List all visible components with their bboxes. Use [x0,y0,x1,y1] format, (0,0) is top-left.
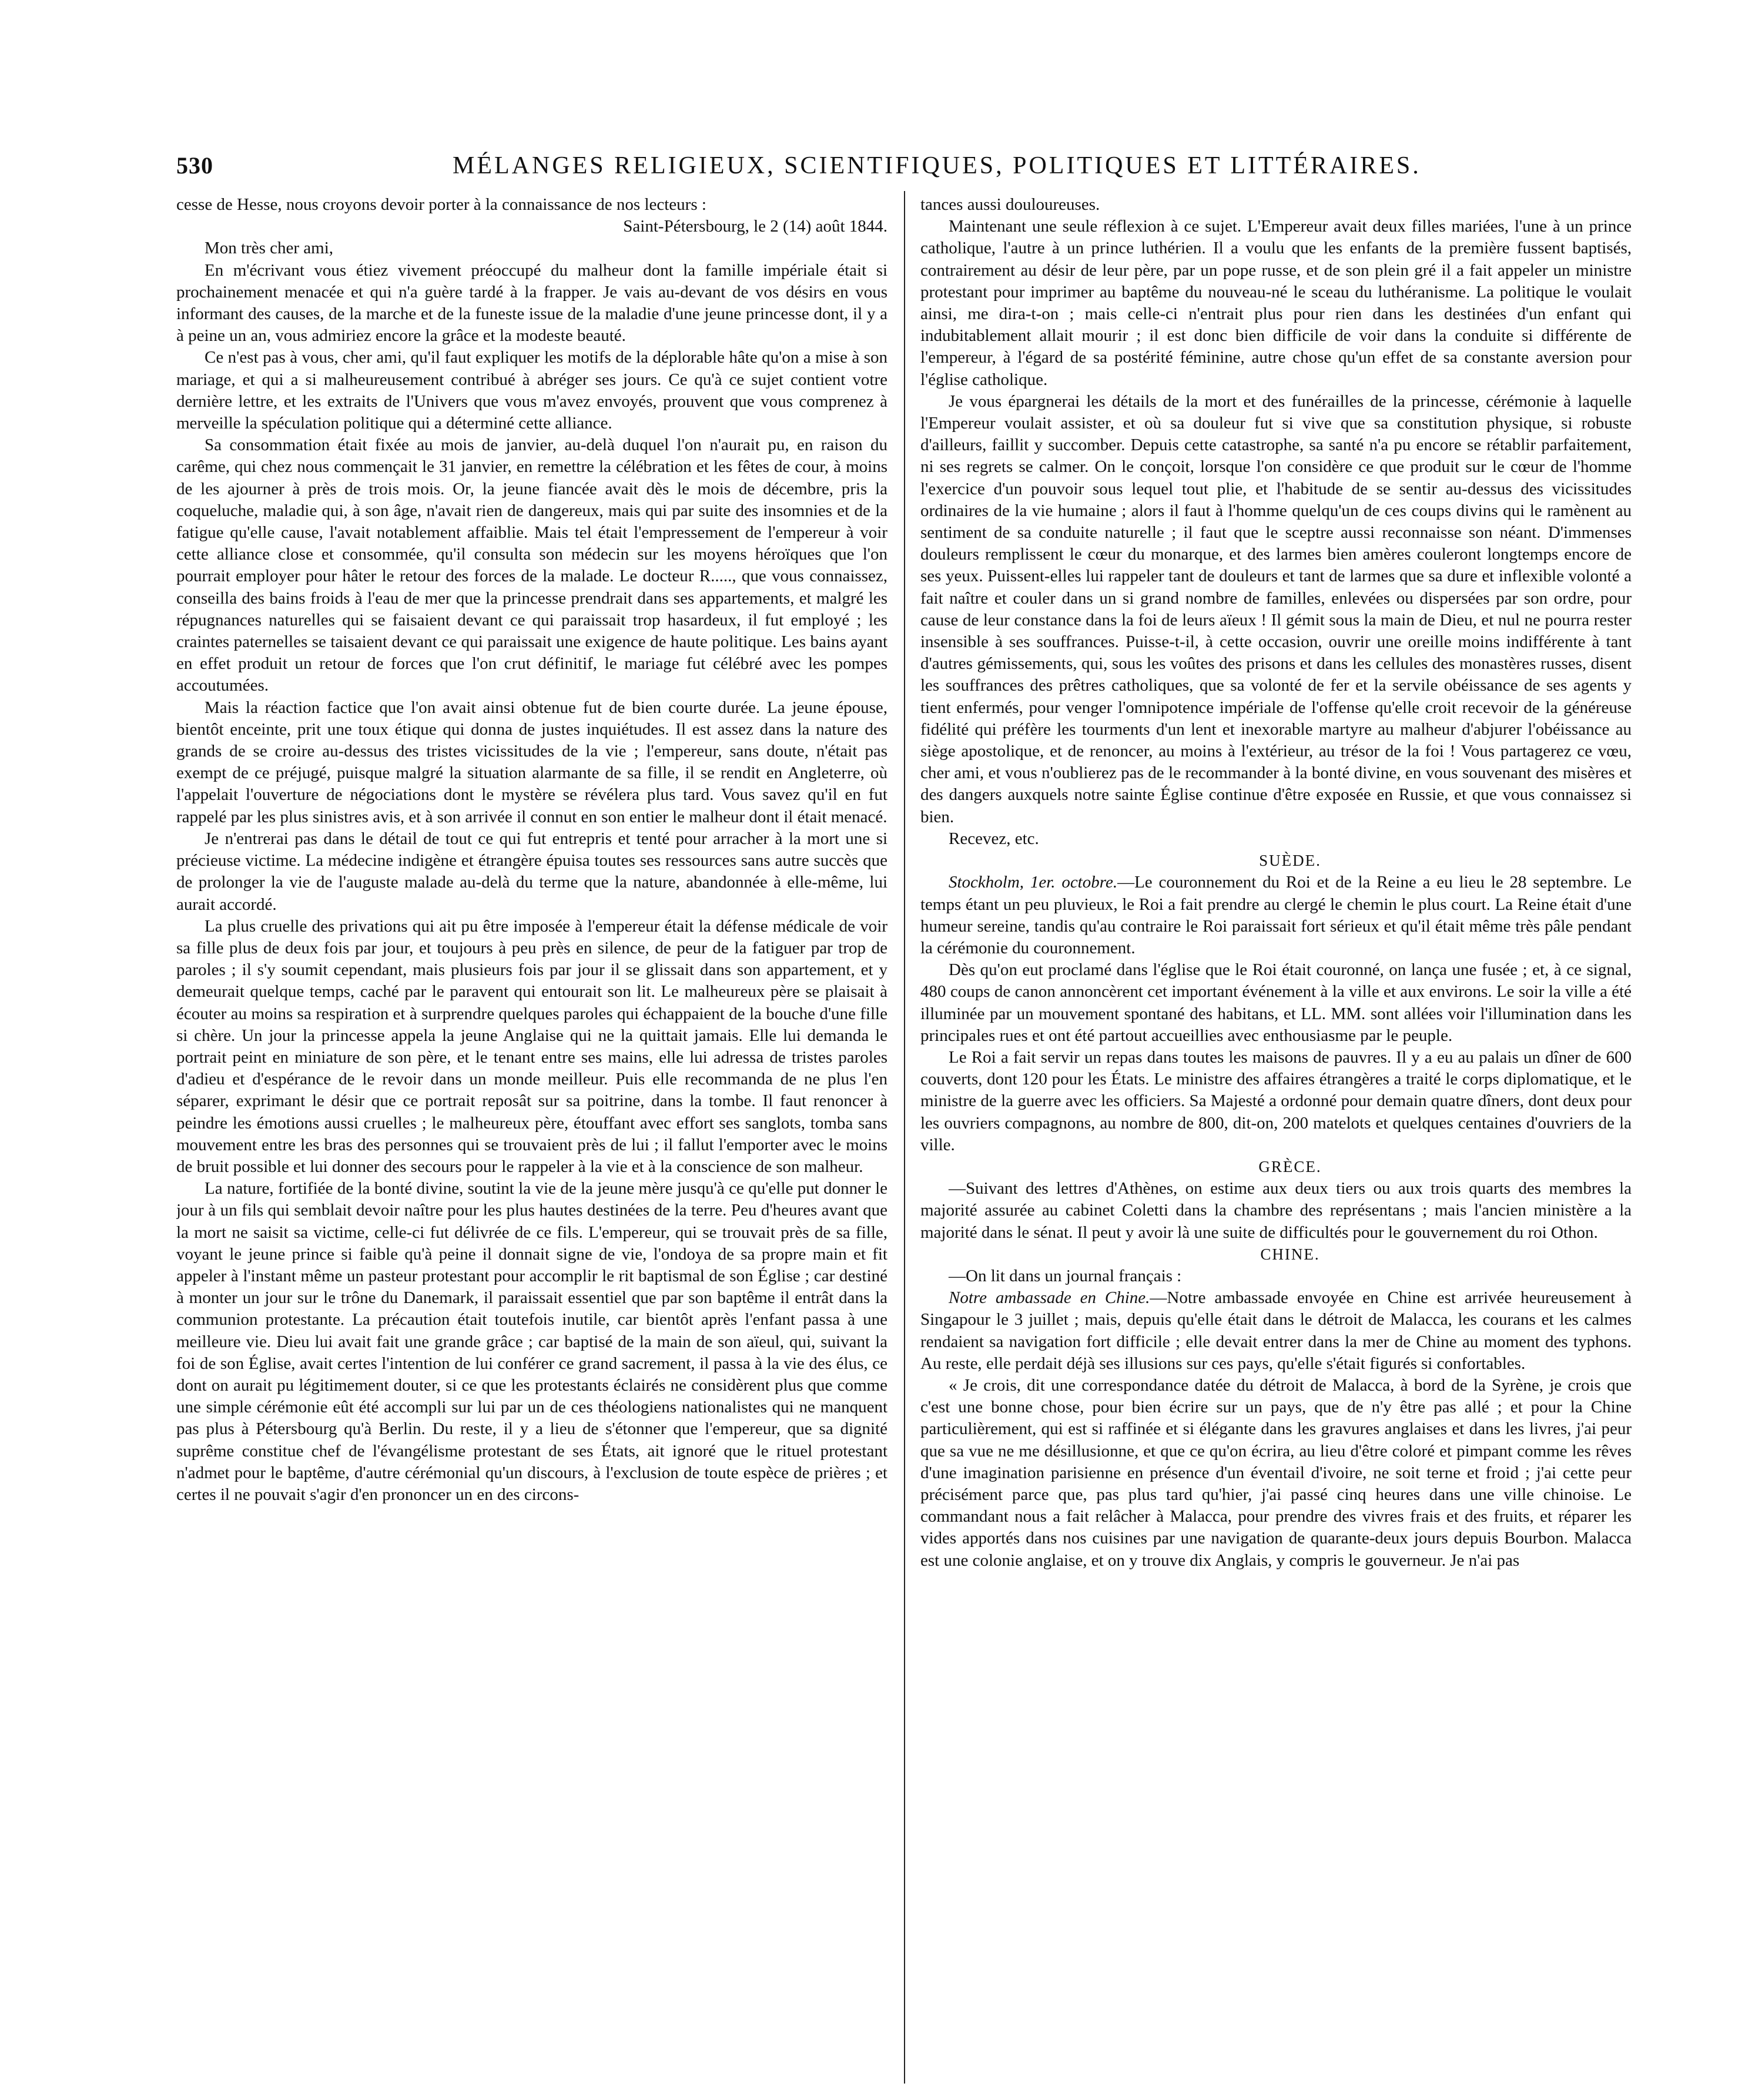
letter-salutation: Mon très cher ami, [205,239,334,258]
section-heading-suede: SUÈDE. [1259,852,1321,870]
letter-paragraph: Je n'entrerai pas dans le détail de tout ce qui fut entrepris et tenté pour arracher à la mort une si précieuse victime. La médecine indigène et étrangère épuisa toutes ses ressources sans autre succès que de prolonger la vie de l'auguste malade au-delà du terme que la nature, abandonnée à elle-même, lui aurait accordé. [176,829,887,914]
letter-paragraph: La nature, fortifiée de la bonté divine, soutint la vie de la jeune mère jusqu'à ce qu'elle put donner le jour à un fils qui semblait devoir naître pour les plus hautes destinées de la terre. Peu d'heures avant que la mort ne saisit sa victime, celle-ci fut délivrée de ce fils. L'empereur, qui se trouvait près de sa fille, voyant le jeune prince si faible qu'à peine il donnait signe de vie, l'ondoya de sa propre main et fit appeler à l'instant même un pasteur protestant pour accomplir le rit baptismal de son Église ; car destiné à monter un jour sur le trône du Danemark, il paraissait essentiel que par son baptême il entrât dans la communion protestante. La précaution était toutefois inutile, car bientôt après l'enfant passa à une meilleure vie. Dieu lui avait fait une grande grâce ; car baptisé de la main de son aïeul, qui, suivant la foi de son Église, avait certes l'intention de lui conférer ce grand sacrement, il passa à la vie des élus, ce dont on aurait pu légitimement douter, si ce que les protestants éclairés ne considèrent plus que comme une simple cérémonie eût été accompli sur lui par un de ces théologiens nationalistes qui ne manquent pas plus à Pétersbourg qu'à Berlin. Du reste, il y a lieu de s'étonner que l'empereur, que sa dignité suprême constitue chef de l'évangélisme protestant de ses États, ait ignoré que le rituel protestant n'admet pour le baptême, d'autre cérémonial qu'un discours, à l'exclusion de toute espèce de prières ; et certes il ne pouvait s'agir d'en prononcer un en des circons- [176,1179,887,1504]
letter-paragraph: Maintenant une seule réflexion à ce sujet. L'Empereur avait deux filles mariées, l'une à un prince catholique, l'autre à un prince luthérien. Il a voulu que les enfants de la première fussent baptisés, contrairement au désir de leur père, par un pope russe, et de son plein gré il a fait appeler un ministre protestant pour imprimer au baptême du nouveau-né le sceau du luthéranisme. La politique le voulait ainsi, me dira-t-on ; mais celle-ci n'entrait plus pour rien dans les destinées d'un enfant qui indubitablement allait mourir ; il est donc bien difficile de voir dans la conduite si différente de l'empereur, à l'égard de sa postérité féminine, autre chose qu'un effet de sa constante aversion pour l'église catholique. [920,217,1632,389]
right-column [920,194,1632,2075]
column-divider [904,191,905,2084]
letter-intro: cesse de Hesse, nous croyons devoir porter à la connaissance de nos lecteurs : [176,195,706,214]
news-text: —Notre ambassade envoyée en Chine est arrivée heureusement à Singapour le 3 juillet ; mais, depuis qu'elle était dans le détroit de Malacca, les courans et les calmes rendaient sa navigation fort difficile ; elle devait entrer dans la mer de Chine au moment des typhons. Au reste, elle perdait déjà ses illusions sur ces pays, qu'elle s'était figurés si confortables. [920,1288,1632,1373]
letter-paragraph: Je vous épargnerai les détails de la mort et des funérailles de la princesse, cérémonie à laquelle l'Empereur voulait assister, et où sa douleur fut si vive que sa constitution physique, si robuste d'ailleurs, faillit y succomber. Depuis cette catastrophe, sa santé n'a pu encore se rétablir parfaitement, ni ses regrets se calmer. On le conçoit, lorsque l'on considère ce que produit sur le cœur de l'homme l'exercice d'un pouvoir sous lequel tout plie, et l'habitude de se sentir au-dessus des vicissitudes ordinaires de la vie humaine ; alors il faut à l'homme quelqu'un de ces coups divins qui le ramènent au sentiment de sa conduite naturelle ; il faut que le sceptre aussi reconnaisse son néant. D'immenses douleurs remplissent le cœur du monarque, et des larmes bien amères couleront longtemps encore de ses yeux. Puissent-elles lui rappeler tant de douleurs et tant de larmes que sa dure et inflexible volonté a fait naître et couler dans un si grand nombre de familles, enlevées ou dispersées par son ordre, pour cause de leur constance dans la foi de leurs aïeux ! Il gémit sous la main de Dieu, et nul ne pourra rester insensible à ses souffrances. Puisse-t-il, à cette occasion, ouvrir une oreille moins indifférente à tant d'autres gémissements, qui, sous les voûtes des prisons et dans les cellules des monastères russes, disent les souffrances des prêtres catholiques, que sa volonté de fer et la servile obéissance de ses agents y tient enfermés, pour venger l'omnipotence impériale de l'offense qu'elle croit recevoir de la généreuse fidélité qui préfère les tourments d'un lent et inexorable martyre au malheur d'abjurer l'obéissance au siège apostolique, et de renoncer, au moins à l'extérieur, au trésor de la foi ! Vous partagerez ce vœu, cher ami, et vous n'oublierez pas de le recommander à la bonté divine, en vous souvenant des misères et des dangers auxquels notre sainte Église continue d'être exposée en Russie, et que vous connaissez si bien. [920,391,1632,826]
letter-paragraph: La plus cruelle des privations qui ait pu être imposée à l'empereur était la défense médicale de voir sa fille plus de deux fois par jour, et toujours à peu près en silence, de peur de la fatiguer par trop de paroles ; il s'y soumit cependant, mais plusieurs fois par jour il se glissait dans son appartement, et y demeurait quelque temps, caché par le paravent qui entourait son lit. Le malheureux père se plaisait à écouter au moins sa respiration et à surprendre quelques paroles qui échappaient de la bouche d'une fille si chère. Un jour la princesse appela la jeune Anglaise qui ne la quittait jamais. Elle lui demanda le portrait peint en miniature de son père, et le tenant entre ses mains, elle lui adressa de tristes paroles d'adieu et d'espérance de le revoir dans un monde meilleur. Puis elle recommanda de ne plus l'en séparer, exprimant le désir que ce portrait reposât sur sa poitrine, dans la tombe. Il faut renoncer à peindre les émotions aussi cruelles ; le malheureux père, étouffant avec effort ses sanglots, tomba sans mouvement entre les bras des personnes qui se trouvaient près de lui ; il fallut l'emporter avec le moins de bruit possible et lui donner des secours pour le rappeler à la vie et à la conscience de son malheur. [176,916,887,1176]
running-title: MÉLANGES RELIGIEUX, SCIENTIFIQUES, POLITIQUES ET LITTÉRAIRES. [453,152,1421,179]
news-text: —Le couronnement du Roi et de la Reine a eu lieu le 28 septembre. Le temps étant un peu pluvieux, le Roi a fait prendre au clergé le chemin le plus court. La Reine était d'une humeur sereine, tandis qu'au contraire le Roi paraissait fort sérieux et qu'il était même très pâle pendant la cérémonie du couronnement. [920,873,1632,957]
letter-dateline: Saint-Pétersbourg, le 2 (14) août 1844. [623,217,887,236]
news-paragraph: —Suivant des lettres d'Athènes, on estime aux deux tiers ou aux trois quarts des membres la majorité assurée au cabinet Coletti dans la chambre des représentans ; mais l'ancien ministère a la majorité dans le sénat. Il peut y avoir là une suite de difficultés pour le gouvernement du roi Othon. [920,1179,1632,1242]
page-number: 530 [176,152,213,179]
letter-closing: Recevez, etc. [949,829,1039,848]
letter-paragraph: Mais la réaction factice que l'on avait ainsi obtenue fut de bien courte durée. La jeune épouse, bientôt enceinte, prit une toux étique qui donna de justes inquiétudes. Il est assez dans la nature des grands de se croire au-dessus des tristes vicissitudes de la vie ; l'empereur, sans doute, n'était pas exempt de ce préjugé, puisque malgré la situation alarmante de sa fille, il se rendit en Angleterre, où l'appelait l'ouverture de négociations dont le mystère se révélera plus tard. Vous savez qu'il en fut rappelé par les plus sinistres avis, et à son arrivée il connut en son entier le malheur dont il était menacé. [176,698,887,826]
news-intro: —On lit dans un journal français : [949,1266,1182,1285]
left-column [176,194,887,2075]
article-title-italic: Notre ambassade en Chine. [949,1288,1150,1308]
news-paragraph [920,872,1632,959]
section-heading-grece: GRÈCE. [1258,1157,1322,1175]
letter-paragraph: Sa consommation était fixée au mois de janvier, au-delà duquel l'on n'aurait pu, en raison du carême, qui chez nous commençait le 31 janvier, en remettre la célébration et les fêtes de cour, à moins de les ajourner à près de trois mois. Or, la jeune fiancée avait dès le mois de décembre, pris la coqueluche, maladie qui, à son âge, n'avait rien de dangereux, mais qui par suite des insomnies et de la fatigue qu'elle cause, l'avait notablement affaiblie. Mais tel était l'empressement de l'empereur à voir cette alliance close et consommée, qu'il consulta son médecin sur les moyens héroïques que l'on pourrait employer pour hâter le retour des forces de la malade. Le docteur R....., que vous connaissez, conseilla des bains froids à l'eau de mer que la princesse prendrait dans ses appartements, et malgré les répugnances naturelles qui se faisaient devant ce qui paraissait trop hasardeux, il fut employé ; les craintes paternelles se taisaient devant ce qui paraissait une exigence de haute politique. Les bains ayant en effet produit un retour de forces que l'on crut définitif, le mariage fut célébré avec les pompes accoutumées. [176,436,887,695]
letter-continuation: tances aussi douloureuses. [920,195,1100,214]
news-paragraph: Dès qu'on eut proclamé dans l'église que le Roi était couronné, on lança une fusée ; et, à ce signal, 480 coups de canon annoncèrent cet important événement à la ville et aux environs. Le soir la ville a été illuminée par un mouvement spontané des habitans, et LL. MM. sont allées voir l'illumination dans les principales rues et ont été partout accueillies avec enthousiasme par le peuple. [920,960,1632,1045]
letter-paragraph: En m'écrivant vous étiez vivement préoccupé du malheur dont la famille impériale était si prochainement menacée et qui n'a guère tardé à la frapper. Je vais au-devant de vos désirs en vous informant des causes, de la marche et de la funeste issue de la maladie d'une jeune princesse dont, il y a à peine un an, vous admiriez encore la grâce et la modeste beauté. [176,260,887,346]
letter-paragraph: Ce n'est pas à vous, cher ami, qu'il faut expliquer les motifs de la déplorable hâte qu'on a mise à son mariage, et qui a si malheureusement contribué à abréger ses jours. Ce qu'à ce sujet contient votre dernière lettre, et les extraits de l'Univers que vous m'avez envoyés, prouvent que vous comprenez à merveille la spéculation politique qui a déterminé cette alliance. [176,348,887,433]
news-paragraph: « Je crois, dit une correspondance datée du détroit de Malacca, à bord de la Syrène, je crois que c'est une bonne chose, pour bien écrire sur un pays, que de n'y être pas allé ; et pour la Chine particulièrement, qui est si raffinée et si élégante dans les gravures anglaises et dans les livres, j'ai peur que sa vue ne me désillusionne, et que ce qu'on écrira, au lieu d'être coloré et pimpant comme les rêves d'une imagination parisienne en présence d'un éventail d'ivoire, ne soit terne et froid ; j'ai cette peur précisément parce que, pas plus tard qu'hier, j'ai passé cinq heures dans une ville chinoise. Le commandant nous a fait relâcher à Malacca, pour prendre des vivres frais et des fruits, et réparer les vides apportés dans nos cuisines par une navigation de quarante-deux jours depuis Bourbon. Malacca est une colonie anglaise, et on y trouve dix Anglais, y compris le gouverneur. Je n'ai pas [920,1375,1632,1570]
page-header [176,152,1646,181]
news-paragraph: Le Roi a fait servir un repas dans toutes les maisons de pauvres. Il y a eu au palais un dîner de 600 couverts, dont 120 pour les États. Le ministre des affaires étrangères a traité le corps diplomatique, et le ministre de la guerre avec les officiers. Sa Majesté a ordonné pour demain quatre dîners, dont deux pour les ouvriers compagnons, au nombre de 800, dit-on, 200 matelots et quelques centaines d'ouvriers de la ville. [920,1047,1632,1154]
section-heading-chine: CHINE. [1260,1245,1320,1263]
news-paragraph [920,1287,1632,1375]
dateline-italic: Stockholm, 1er. octobre. [949,873,1118,892]
